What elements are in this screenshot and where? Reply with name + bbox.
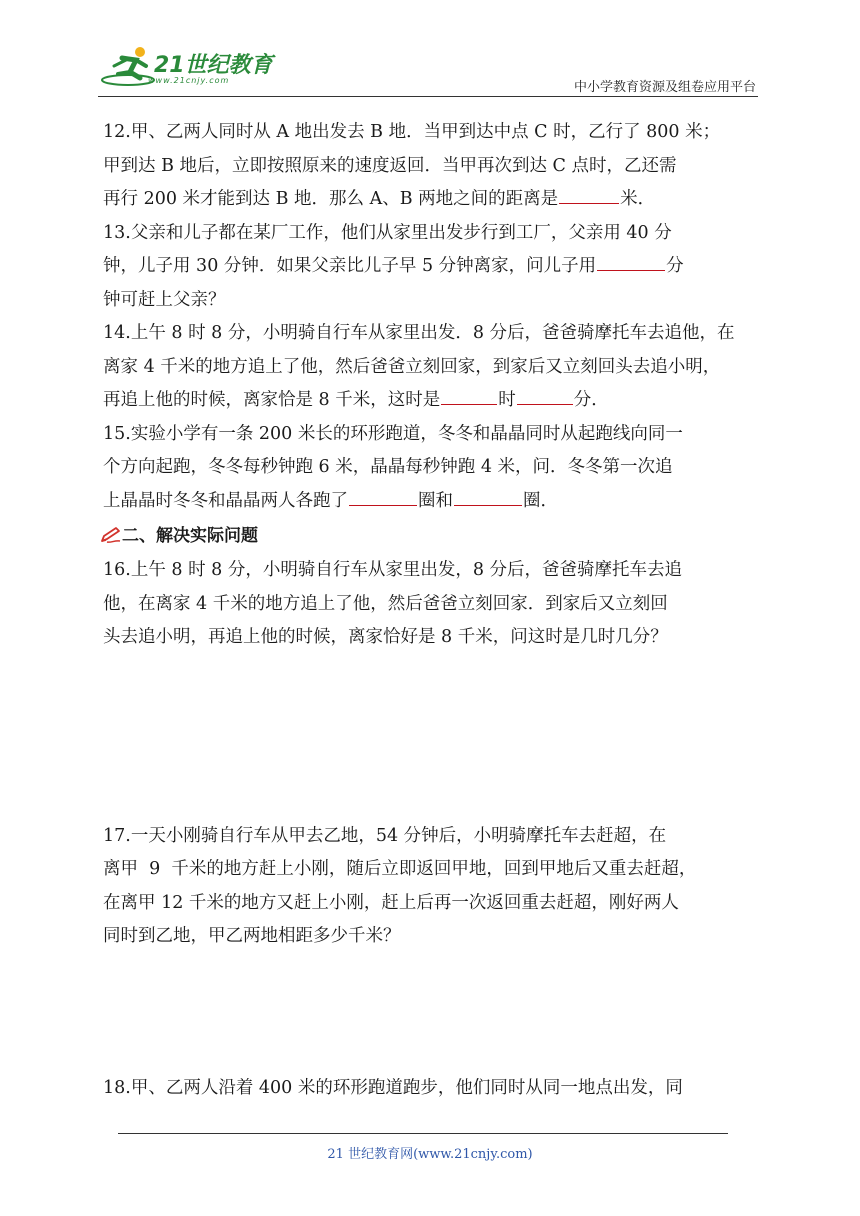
question-text: 时 (498, 390, 516, 410)
logo-url: www.21cnjy.com (148, 76, 230, 85)
question-line: 同时到乙地，甲乙两地相距多少千米？ (103, 926, 401, 946)
question-12 (103, 116, 763, 217)
answer-space-17[interactable] (103, 954, 763, 1072)
question-13 (103, 217, 763, 318)
question-line (103, 183, 763, 217)
question-text: 再追上他的时候，离家恰是 8 千米，这时是 (103, 390, 441, 410)
question-text: 分． (573, 390, 609, 410)
pencil-icon (100, 526, 122, 544)
platform-name: 中小学教育资源及组卷应用平台 (573, 80, 756, 95)
question-line: 离家 4 千米的地方追上了他，然后爸爸立刻回家，到家后又立刻回头去追小明， (103, 356, 721, 377)
answer-blank[interactable] (349, 485, 417, 506)
question-text: 圈和 (418, 490, 453, 511)
answer-space-16[interactable] (103, 655, 763, 820)
question-text: 再行 200 米才能到达 B 地．那么 A、B 两地之间的距离是 (103, 189, 559, 209)
question-line: 14.上午 8 时 8 分，小明骑自行车从家里出发．8 分后，爸爸骑摩托车去追他，在 (103, 323, 735, 343)
answer-blank-hour[interactable] (441, 384, 497, 405)
logo (98, 40, 358, 96)
question-line: 甲到达 B 地后，立即按照原来的速度返回．当甲再次到达 C 点时，乙还需 (103, 155, 677, 176)
question-line: 16.上午 8 时 8 分，小明骑自行车从家里出发，8 分后，爸爸骑摩托车去追 (103, 560, 683, 580)
question-text: 分 (666, 256, 684, 276)
question-line: 头去追小明，再追上他的时候，离家恰好是 8 千米，问这时是几时几分？ (103, 627, 668, 647)
footer-link[interactable]: 21 世纪教育网(www.21cnjy.com) (327, 1147, 533, 1162)
question-line: 18.甲、乙两人沿着 400 米的环形跑道跑步，他们同时从同一地点出发，同 (103, 1077, 683, 1098)
question-line: 个方向起跑，冬冬每秒钟跑 6 米，晶晶每秒钟跑 4 米，问．冬冬第一次追 (103, 457, 673, 477)
answer-blank-minute[interactable] (517, 384, 573, 405)
question-16 (103, 554, 763, 655)
question-line: 钟可赶上父亲？ (103, 289, 226, 310)
question-line: 在离甲 12 千米的地方又赶上小刚，赶上后再一次返回重去赶超，刚好两人 (103, 892, 679, 913)
header-divider (98, 96, 758, 97)
question-line (103, 485, 763, 519)
question-text: 圈． (523, 490, 558, 511)
answer-blank[interactable] (597, 250, 665, 271)
question-text: 米． (620, 189, 656, 209)
question-line: 他，在离家 4 千米的地方追上了他，然后爸爸立刻回家．到家后又立刻回 (103, 593, 668, 614)
question-18 (103, 1072, 763, 1106)
question-line (103, 250, 763, 284)
question-line: 17.一天小刚骑自行车从甲去乙地，54 分钟后，小明骑摩托车去赶超，在 (103, 825, 667, 846)
section-heading (100, 518, 763, 554)
question-17 (103, 820, 763, 954)
question-line: 13.父亲和儿子都在某厂工作，他们从家里出发步行到工厂，父亲用 40 分 (103, 222, 672, 243)
section-title: 二、解决实际问题 (122, 526, 258, 546)
question-line: 15.实验小学有一条 200 米长的环形跑道，冬冬和晶晶同时从起跑线向同一 (103, 423, 683, 444)
question-14 (103, 317, 763, 418)
question-line: 离甲 9 千米的地方赶上小刚，随后立即返回甲地，回到甲地后又重去赶超， (103, 859, 697, 879)
question-line: 12.甲、乙两人同时从 A 地出发去 B 地．当甲到达中点 C 时，乙行了 800 米； (103, 122, 721, 142)
question-15 (103, 418, 763, 519)
question-line (103, 384, 763, 418)
answer-blank[interactable] (559, 183, 619, 204)
question-text: 钟，儿子用 30 分钟．如果父亲比儿子早 5 分钟离家，问儿子用 (103, 256, 597, 276)
question-text: 上晶晶时冬冬和晶晶两人各跑了 (103, 490, 348, 511)
logo-text: 21世纪教育 (154, 53, 273, 78)
worksheet-content (103, 116, 763, 1105)
page-header (98, 40, 758, 102)
answer-blank[interactable] (454, 485, 522, 506)
footer-divider (118, 1133, 728, 1134)
